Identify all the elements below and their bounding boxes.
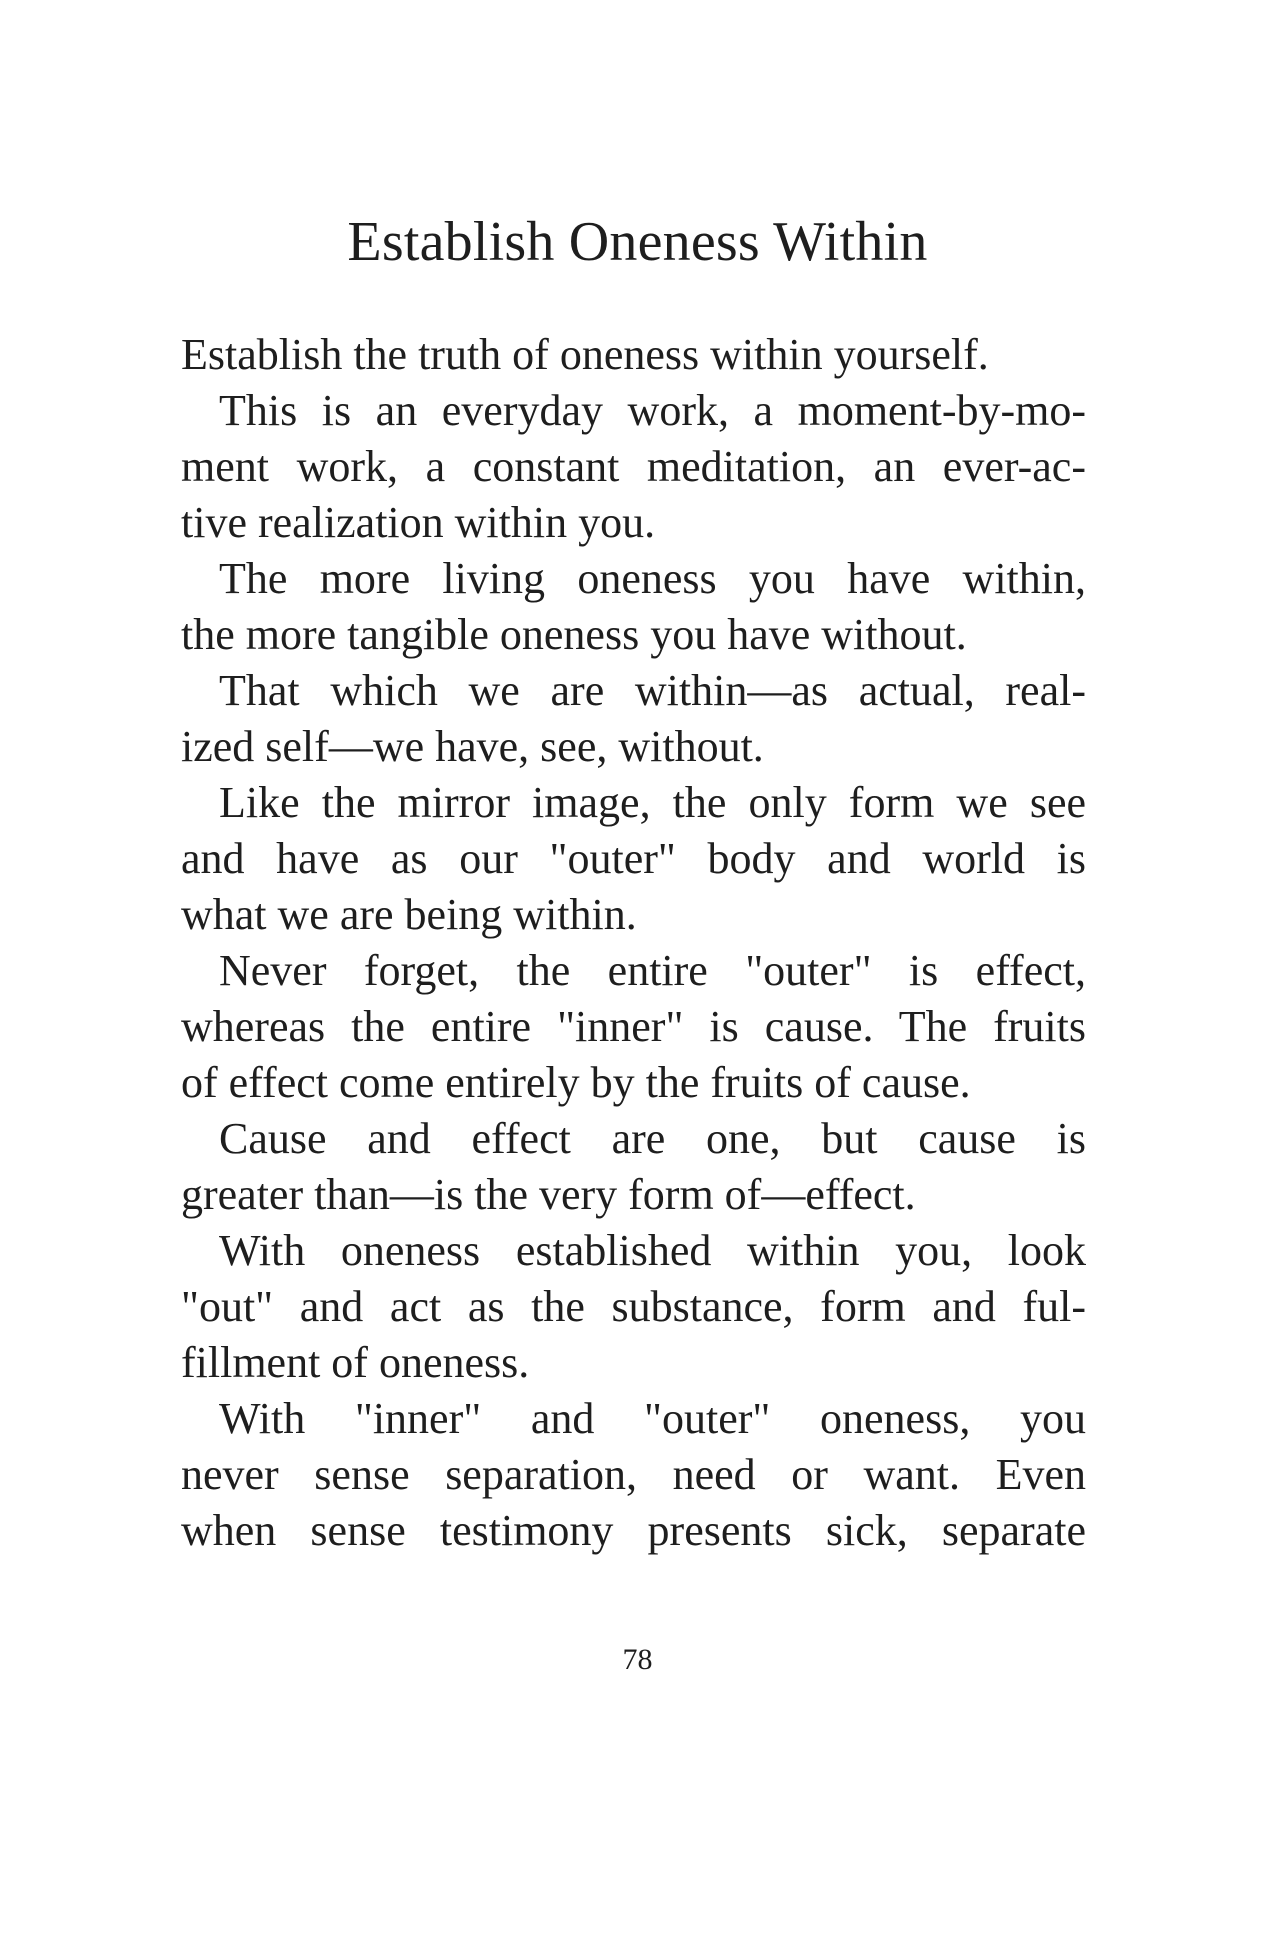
text-line: Never forget, the entire "outer" is effect, xyxy=(219,946,1086,995)
text-line: The more living oneness you have within, xyxy=(219,554,1086,603)
text-line: This is an everyday work, a moment-by-mo- xyxy=(219,386,1086,435)
text-line: That which we are within—as actual, real- xyxy=(219,666,1086,715)
paragraph xyxy=(181,1223,1086,1391)
text-line: "out" and act as the substance, form and ful- xyxy=(181,1282,1086,1331)
paragraph xyxy=(181,943,1086,1111)
text-line: the more tangible oneness you have without. xyxy=(181,610,967,659)
text-line: when sense testimony presents sick, separate xyxy=(181,1506,1086,1555)
paragraph xyxy=(181,327,1086,383)
paragraph xyxy=(181,775,1086,943)
paragraph xyxy=(181,551,1086,663)
paragraph xyxy=(181,1111,1086,1223)
paragraph xyxy=(181,383,1086,551)
text-line: of effect come entirely by the fruits of cause. xyxy=(181,1058,971,1107)
body-text xyxy=(181,327,1086,1559)
page-number: 78 xyxy=(622,1643,653,1676)
text-line: whereas the entire "inner" is cause. The fruits xyxy=(181,1002,1086,1051)
text-line: greater than—is the very form of—effect. xyxy=(181,1170,916,1219)
chapter-title: Establish Oneness Within xyxy=(347,211,928,273)
text-line: Like the mirror image, the only form we see xyxy=(219,778,1086,827)
text-line: With "inner" and "outer" oneness, you xyxy=(219,1394,1086,1443)
text-line: never sense separation, need or want. Even xyxy=(181,1450,1086,1499)
text-line: ized self—we have, see, without. xyxy=(181,722,764,771)
text-line: fillment of oneness. xyxy=(181,1338,530,1387)
paragraph xyxy=(181,1391,1086,1559)
text-line: Establish the truth of oneness within yourself. xyxy=(181,330,989,379)
paragraph xyxy=(181,663,1086,775)
text-line: and have as our "outer" body and world is xyxy=(181,834,1086,883)
text-line: what we are being within. xyxy=(181,890,637,939)
text-line: With oneness established within you, look xyxy=(219,1226,1086,1275)
text-line: ment work, a constant meditation, an ever-ac- xyxy=(181,442,1086,491)
text-line: Cause and effect are one, but cause is xyxy=(219,1114,1086,1163)
text-line: tive realization within you. xyxy=(181,498,656,547)
